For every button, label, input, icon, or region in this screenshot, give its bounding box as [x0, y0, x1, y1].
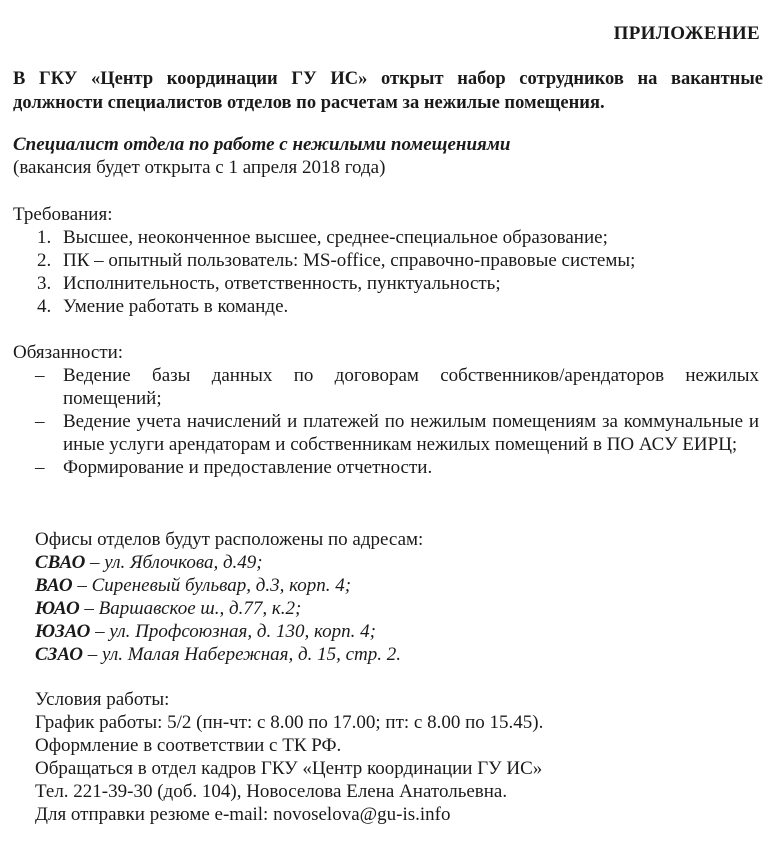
address-text: – ул. Малая Набережная, д. 15, стр. 2. [83, 644, 401, 665]
work-schedule: График работы: 5/2 (пн-чт: с 8.00 по 17.00; пт: с 8.00 по 15.45). [35, 712, 544, 733]
contact-email: Для отправки резюме e-mail: novoselova@gu-is.info [35, 804, 451, 825]
address-line [35, 551, 755, 574]
vacancy-section [13, 133, 763, 179]
address-text: – Варшавское ш., д.77, к.2; [79, 598, 302, 619]
registration-note: Оформление в соответствии с ТК РФ. [35, 735, 342, 756]
address-line [35, 574, 755, 597]
offices-section [35, 528, 755, 666]
item-text: Высшее, неоконченное высшее, среднее-специальное образование; [63, 227, 608, 248]
district-name: ЮЗАО [35, 621, 91, 642]
list-item [13, 410, 759, 456]
address-text: – ул. Яблочкова, д.49; [85, 552, 263, 573]
contact-department: Обращаться в отдел кадров ГКУ «Центр координации ГУ ИС» [35, 758, 543, 779]
offices-heading: Офисы отделов будут расположены по адресам: [35, 529, 424, 550]
intro-paragraph: В ГКУ «Центр координации ГУ ИС» открыт набор сотрудников на вакантные должности специалистов отделов по расчетам за нежилые помещения. [13, 69, 763, 113]
dash-marker: – [35, 411, 45, 432]
list-item [13, 249, 763, 272]
item-number: 4. [37, 296, 52, 317]
address-line [35, 643, 755, 666]
requirements-heading: Требования: [13, 204, 113, 225]
dash-marker: – [35, 365, 45, 386]
duties-list [13, 364, 763, 479]
item-text: Ведение базы данных по договорам собственников/арендаторов нежилых помещений; [63, 365, 759, 409]
address-line [35, 620, 755, 643]
item-text: Формирование и предоставление отчетности. [63, 457, 433, 478]
vacancy-note: (вакансия будет открыта с 1 апреля 2018 года) [13, 157, 386, 178]
conditions-section [35, 688, 755, 826]
district-name: СЗАО [35, 644, 84, 665]
address-text: – ул. Профсоюзная, д. 130, корп. 4; [90, 621, 376, 642]
item-number: 3. [37, 273, 52, 294]
list-item [13, 226, 763, 249]
requirements-list [13, 226, 763, 318]
contact-phone: Тел. 221-39-30 (доб. 104), Новоселова Елена Анатольевна. [35, 781, 508, 802]
address-text: – Сиреневый бульвар, д.3, корп. 4; [72, 575, 352, 596]
requirements-section [13, 203, 763, 318]
item-number: 2. [37, 250, 52, 271]
dash-marker: – [35, 457, 45, 478]
item-text: ПК – опытный пользователь: MS-office, справочно-правовые системы; [63, 250, 636, 271]
duties-section [13, 341, 763, 479]
address-line [35, 597, 755, 620]
district-name: СВАО [35, 552, 86, 573]
district-name: ВАО [35, 575, 73, 596]
duties-heading: Обязанности: [13, 342, 124, 363]
appendix-title: ПРИЛОЖЕНИЕ [613, 23, 760, 44]
conditions-heading: Условия работы: [35, 689, 170, 710]
item-text: Умение работать в команде. [63, 296, 289, 317]
list-item [13, 456, 759, 479]
list-item [13, 295, 763, 318]
district-name: ЮАО [35, 598, 80, 619]
list-item [13, 272, 763, 295]
item-number: 1. [37, 227, 52, 248]
item-text: Исполнительность, ответственность, пунктуальность; [63, 273, 501, 294]
item-text: Ведение учета начислений и платежей по нежилым помещениям за коммунальные и иные услуги арендаторам и собственникам нежилых помещений в ПО АСУ ЕИРЦ; [63, 411, 759, 455]
vacancy-title: Специалист отдела по работе с нежилыми помещениями [13, 134, 511, 155]
list-item [13, 364, 759, 410]
